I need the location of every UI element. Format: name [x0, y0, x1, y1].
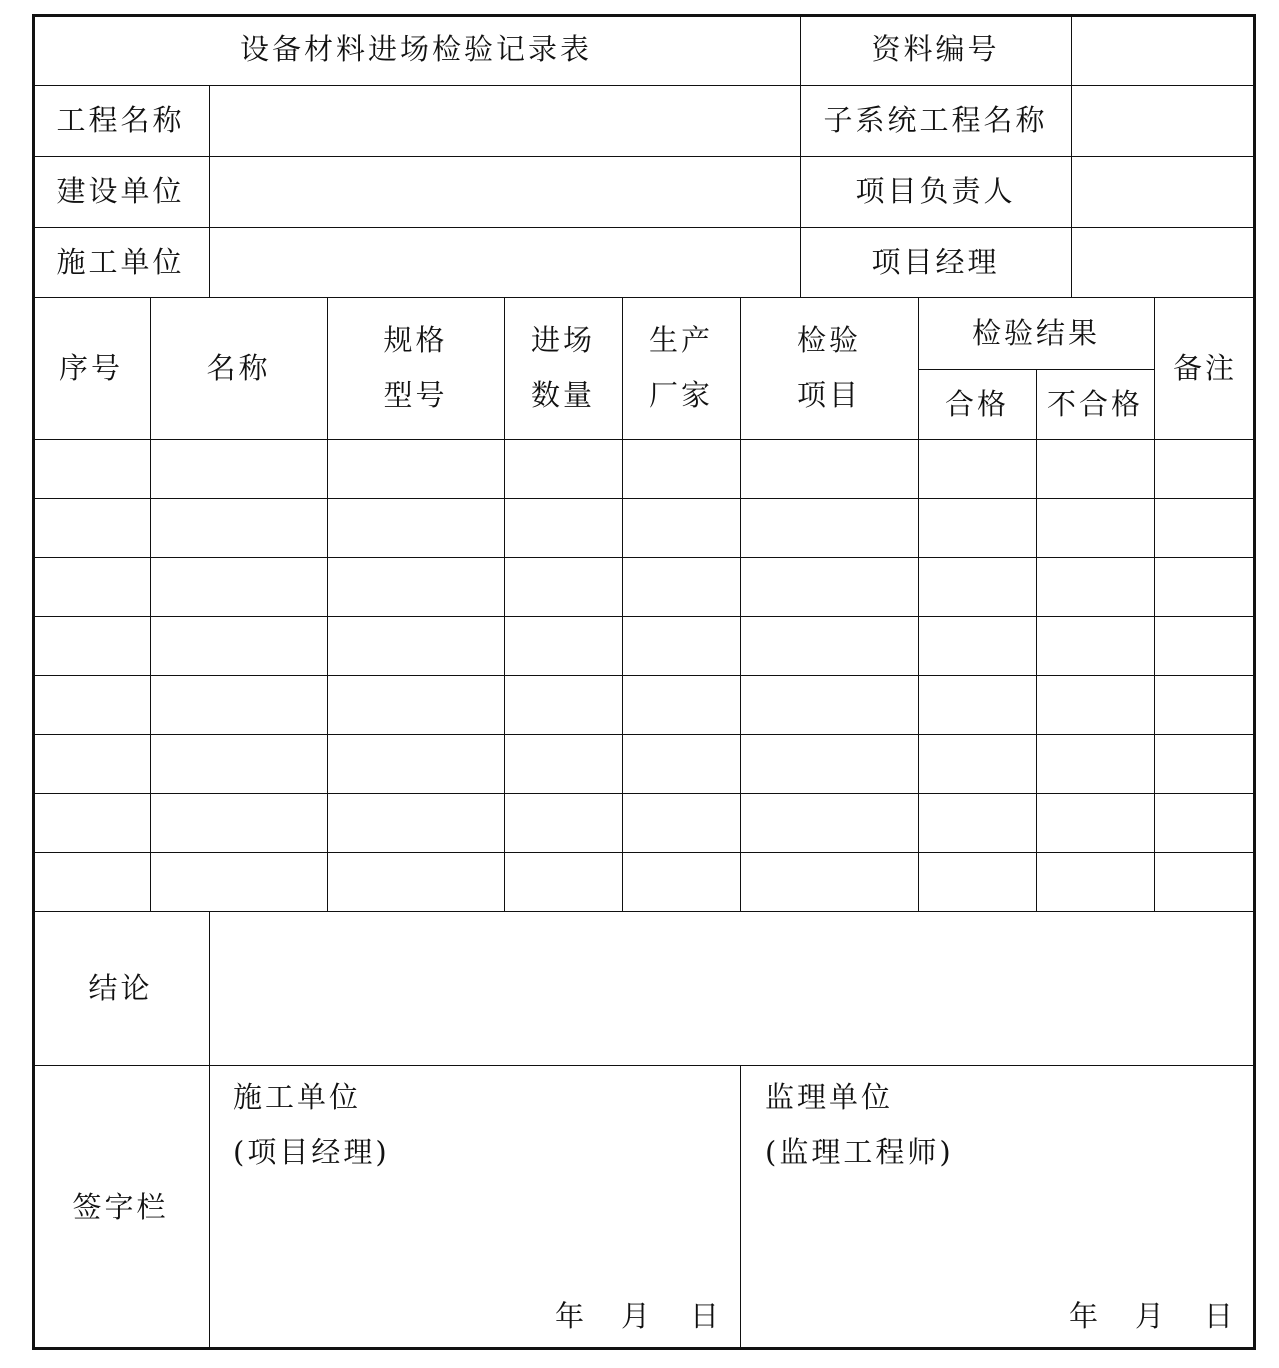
contractor-sign-year: 年 — [555, 1299, 588, 1333]
table-row[interactable] — [34, 677, 1254, 732]
project-leader-label: 项目负责人 — [855, 174, 1016, 208]
row-divider — [32, 85, 1256, 86]
col-divider — [1071, 14, 1072, 297]
col-qty-line2: 数量 — [530, 378, 595, 412]
form-title: 设备材料进场检验记录表 — [239, 32, 592, 66]
col-spec-header — [327, 313, 504, 423]
row-divider — [32, 734, 1256, 735]
contractor-sign-title: 施工单位 — [233, 1080, 362, 1114]
subsystem-field[interactable] — [1073, 87, 1253, 154]
table-row[interactable] — [34, 736, 1254, 791]
col-remark-header: 备注 — [1172, 350, 1237, 385]
contractor-sign-day: 日 — [690, 1299, 723, 1333]
doc-no-field[interactable] — [1073, 16, 1253, 83]
row-divider — [32, 852, 1256, 853]
table-row[interactable] — [34, 559, 1254, 614]
col-seq-header: 序号 — [58, 350, 123, 385]
col-item-line2: 项目 — [796, 378, 861, 412]
row-divider — [32, 1065, 1256, 1066]
table-row[interactable] — [34, 618, 1254, 673]
col-maker-line2: 厂家 — [648, 378, 713, 412]
project-leader-field[interactable] — [1073, 158, 1253, 225]
builder-label: 建设单位 — [56, 174, 185, 208]
col-item-line1: 检验 — [796, 323, 861, 357]
col-spec-line1: 规格 — [383, 323, 448, 357]
table-row[interactable] — [34, 500, 1254, 555]
supervisor-sign-year: 年 — [1069, 1299, 1102, 1333]
col-pass-header: 合格 — [944, 386, 1009, 421]
project-name-label: 工程名称 — [56, 103, 185, 137]
col-divider — [209, 911, 210, 1350]
subsystem-label: 子系统工程名称 — [823, 103, 1048, 137]
row-divider — [32, 557, 1256, 558]
project-manager-field[interactable] — [1073, 229, 1253, 295]
row-divider — [32, 793, 1256, 794]
col-spec-line2: 型号 — [383, 378, 448, 412]
conclusion-label: 结论 — [88, 970, 153, 1005]
col-item-header — [740, 313, 918, 423]
col-qty-line1: 进场 — [530, 323, 595, 357]
signature-label: 签字栏 — [72, 1190, 169, 1224]
supervisor-sign-day: 日 — [1204, 1299, 1237, 1333]
supervisor-sign-month: 月 — [1135, 1299, 1168, 1333]
contractor-sign-month: 月 — [621, 1299, 654, 1333]
contractor-field[interactable] — [211, 229, 798, 295]
col-qty-header — [504, 313, 622, 423]
col-divider — [740, 1065, 741, 1350]
row-divider — [32, 156, 1256, 157]
row-divider — [32, 616, 1256, 617]
contractor-sign-role: (项目经理) — [233, 1135, 390, 1169]
col-name-header: 名称 — [206, 350, 271, 385]
row-divider — [32, 439, 1256, 440]
col-maker-header — [622, 313, 740, 423]
builder-field[interactable] — [211, 158, 798, 225]
col-result-header: 检验结果 — [971, 315, 1100, 350]
col-maker-line1: 生产 — [648, 323, 713, 357]
row-divider — [32, 911, 1256, 912]
col-divider — [209, 85, 210, 297]
contractor-label: 施工单位 — [56, 244, 185, 279]
row-divider — [32, 675, 1256, 676]
table-row[interactable] — [34, 854, 1254, 909]
project-manager-label: 项目经理 — [871, 244, 1000, 279]
row-divider — [32, 227, 1256, 228]
table-row[interactable] — [34, 441, 1254, 496]
doc-no-label: 资料编号 — [871, 32, 1000, 66]
supervisor-sign-title: 监理单位 — [765, 1080, 894, 1114]
supervisor-sign-role: (监理工程师) — [765, 1135, 954, 1169]
row-divider — [32, 498, 1256, 499]
col-fail-header: 不合格 — [1046, 386, 1143, 421]
conclusion-field[interactable] — [211, 913, 1254, 1063]
table-row[interactable] — [34, 795, 1254, 850]
project-name-field[interactable] — [211, 87, 798, 154]
